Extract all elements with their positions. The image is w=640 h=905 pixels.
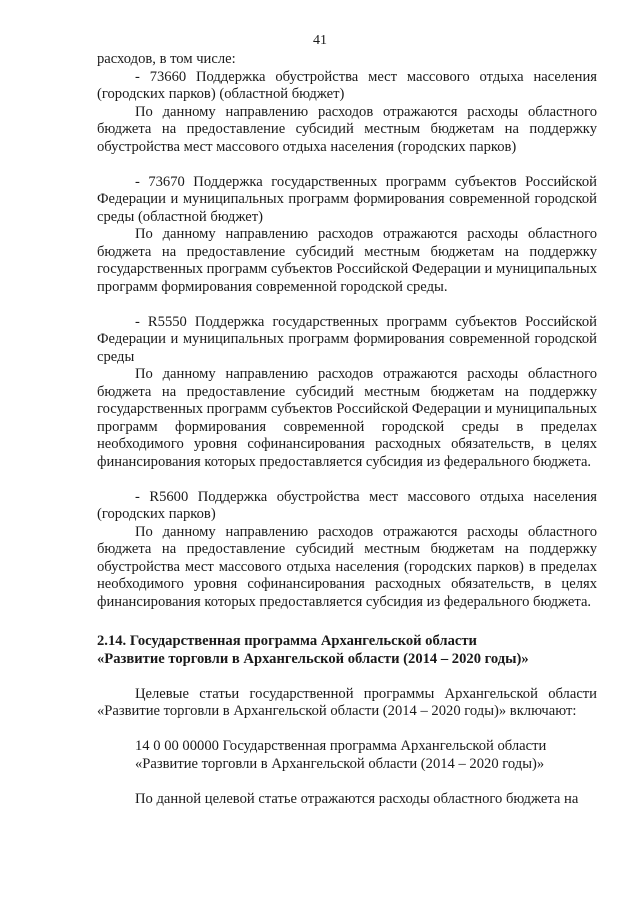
intro-text: расходов, в том числе:	[97, 51, 236, 67]
item-title: - 73670 Поддержка государственных программ субъектов Российской Федерации и муниципальных программ формирования современной городской среды (областной бюджет)	[97, 173, 597, 225]
spacer	[97, 773, 597, 791]
document-body	[97, 51, 597, 808]
target-code-title: «Развитие торговли в Архангельской области (2014 – 2020 годы)»	[135, 755, 545, 772]
section-heading: 2.14. Государственная программа Архангельской области	[97, 633, 477, 649]
item-description: По данному направлению расходов отражаются расходы областного бюджета на предоставление субсидий местным бюджетам на поддержку обустройства мест массового отдыха населения (городских парков) в пределах необходимого уровня софинансирования расходных обязательств, в целях финансирования которых предоставляется субсидия из федерального бюджета.	[97, 523, 597, 610]
spacer	[97, 296, 597, 314]
spacer	[97, 668, 597, 686]
section-heading-subtitle: «Развитие торговли в Архангельской области (2014 – 2020 годы)»	[97, 650, 529, 667]
spacer	[97, 721, 597, 739]
item-description: По данному направлению расходов отражаются расходы областного бюджета на предоставление субсидий местным бюджетам на поддержку обустройства мест массового отдыха населения (городских парков)	[97, 103, 597, 155]
closing-text: По данной целевой статье отражаются расходы областного бюджета на	[135, 790, 579, 807]
section-intro: Целевые статьи государственной программы Архангельской области «Развитие торговли в Архангельской области (2014 – 2020 годы)» включают:	[97, 685, 597, 719]
spacer	[97, 611, 597, 633]
spacer	[97, 156, 597, 174]
page-number: 41	[313, 33, 327, 48]
target-code-line: 14 0 00 00000 Государственная программа Архангельской области	[135, 738, 547, 754]
item-title: - 73660 Поддержка обустройства мест массового отдыха населения (городских парков) (областной бюджет)	[97, 68, 597, 102]
item-description: По данному направлению расходов отражаются расходы областного бюджета на предоставление субсидий местным бюджетам на поддержку государственных программ субъектов Российской Федерации и муниципальных программ формирования современной городской среды.	[97, 226, 597, 295]
spacer	[97, 471, 597, 489]
item-title: - R5600 Поддержка обустройства мест массового отдыха населения (городских парков)	[97, 488, 597, 522]
item-title: - R5550 Поддержка государственных программ субъектов Российской Федерации и муниципальных программ формирования современной городской среды	[97, 313, 597, 365]
item-description: По данному направлению расходов отражаются расходы областного бюджета на предоставление субсидий местным бюджетам на поддержку государственных программ субъектов Российской Федерации и муниципальных программ формирования современной городской среды в пределах необходимого уровня софинансирования расходных обязательств, в целях финансирования которых предоставляется субсидия из федерального бюджета.	[97, 366, 597, 470]
